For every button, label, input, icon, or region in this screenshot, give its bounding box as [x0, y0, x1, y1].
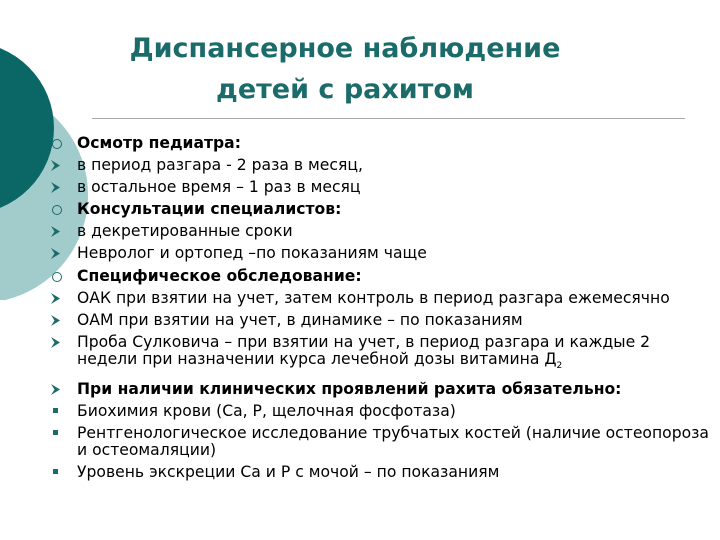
list-item-text: Консультации специалистов:: [77, 200, 342, 219]
arrowhead-icon: [50, 223, 64, 240]
square-icon: [50, 464, 64, 481]
bullet-list: [50, 135, 715, 486]
arrowhead-icon: [50, 334, 64, 351]
list-item-text: Рентгенологическое исследование трубчатых костей (наличие остеопороза и остеомаляции): [77, 423, 709, 460]
square-icon: [50, 425, 64, 442]
list-item-subscript: 2: [556, 361, 563, 372]
list-item-text: в остальное время – 1 раз в месяц: [77, 178, 361, 197]
list-item: [50, 403, 715, 421]
list-item: [50, 268, 715, 286]
list-item-text: Биохимия крови (Са, Р, щелочная фосфотаза): [77, 401, 456, 420]
ring-icon: [50, 135, 64, 152]
list-item: [50, 425, 715, 460]
list-item-text: Уровень экскреции Са и Р с мочой – по показаниям: [77, 463, 500, 482]
arrowhead-icon: [50, 290, 64, 307]
arrowhead-icon: [50, 312, 64, 329]
list-item: [50, 312, 715, 330]
list-item-text: Осмотр педиатра:: [77, 134, 241, 152]
list-item: [50, 245, 715, 263]
list-item: [50, 464, 715, 482]
arrowhead-icon: [50, 381, 64, 398]
list-item: [50, 201, 715, 219]
list-item-text: в период разгара - 2 раза в месяц,: [77, 156, 363, 175]
list-item-text: в декретированные сроки: [77, 222, 293, 241]
title-divider: [92, 118, 685, 119]
slide-title-line-2: детей с рахитом: [216, 74, 474, 105]
list-item-text: Невролог и ортопед –по показаниям чаще: [77, 244, 427, 263]
list-item-text: ОАМ при взятии на учет, в динамике – по показаниям: [77, 310, 523, 329]
arrowhead-icon: [50, 245, 64, 262]
arrowhead-icon: [50, 157, 64, 174]
ring-icon: [50, 201, 64, 218]
list-item-text: При наличии клинических проявлений рахита обязательно:: [77, 379, 622, 398]
list-item: [50, 334, 715, 376]
list-item-text: Специфическое обследование:: [77, 266, 362, 285]
arrowhead-icon: [50, 179, 64, 196]
square-icon: [50, 403, 64, 420]
ring-icon: [50, 268, 64, 285]
list-item: [50, 179, 715, 197]
list-item: [50, 157, 715, 175]
list-item-text: ОАК при взятии на учет, затем контроль в период разгара ежемесячно: [77, 288, 670, 307]
list-item: [50, 223, 715, 241]
slide-title-line-1: Диспансерное наблюдение: [129, 33, 561, 64]
list-item: [50, 381, 715, 399]
list-item: [50, 135, 715, 153]
list-item: [50, 290, 715, 308]
list-item-text: Проба Сулковича – при взятии на учет, в период разгара и каждые 2 недели при назначении курса лечебной дозы витамина Д: [77, 332, 651, 369]
